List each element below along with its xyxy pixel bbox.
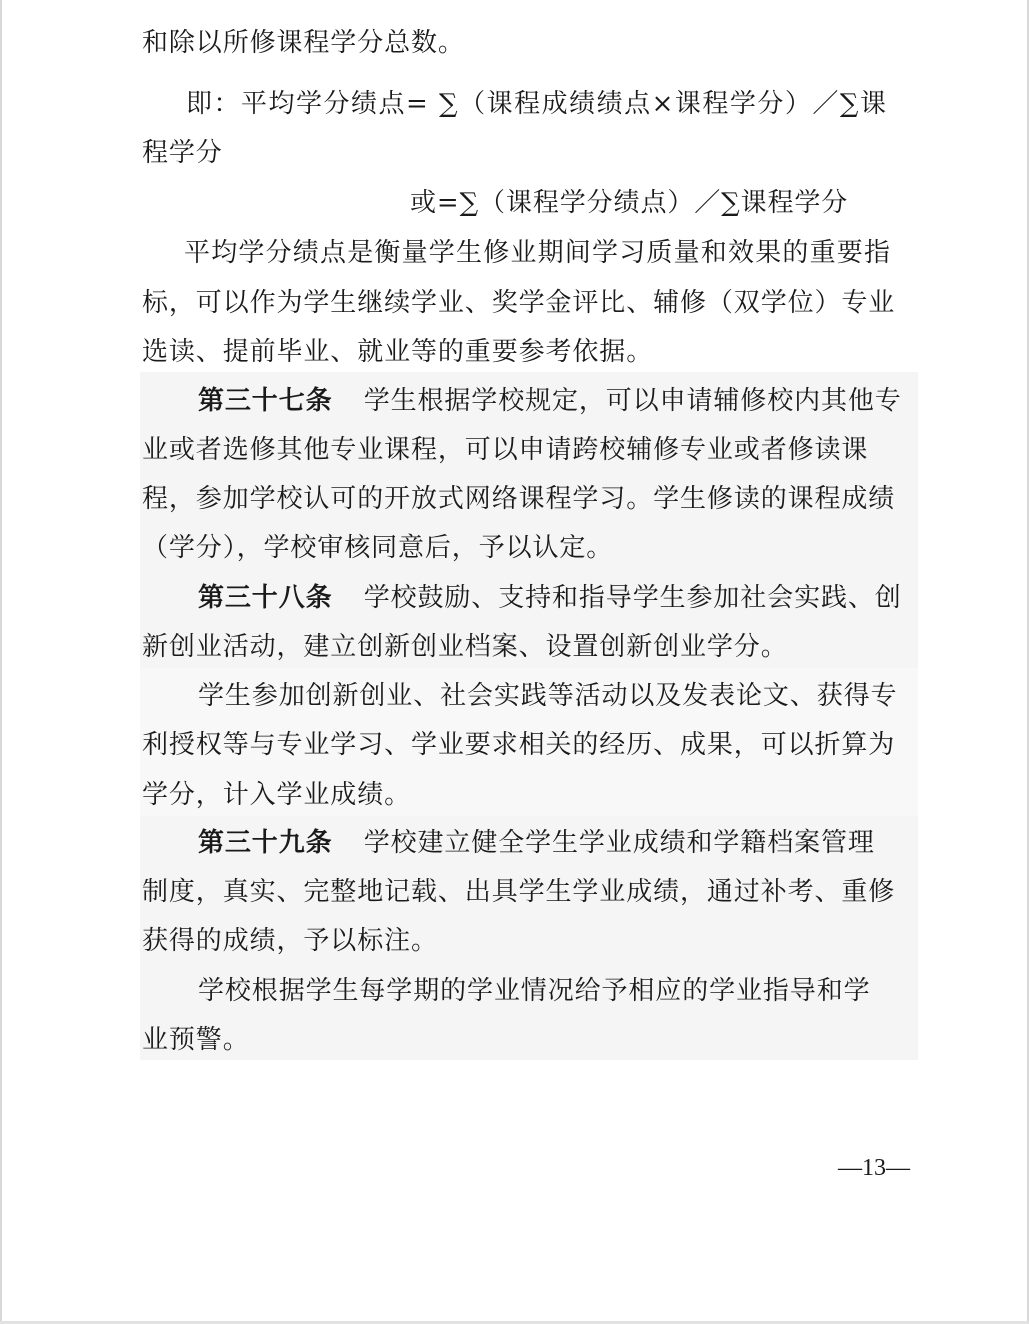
formula-line: 或=∑（课程学分绩点）／∑课程学分 [410, 188, 849, 218]
paragraph-line: 业或者选修其他专业课程，可以申请跨校辅修专业或者修读课 [142, 435, 869, 465]
page-number: —13— [838, 1155, 910, 1181]
article-37-text: 学生根据学校规定，可以申请辅修校内其他专 [363, 386, 902, 416]
paragraph-line: 制度，真实、完整地记载、出具学生学业成绩，通过补考、重修 [142, 877, 896, 907]
paragraph-line: 选读、提前毕业、就业等的重要参考依据。 [142, 337, 654, 367]
article-39-first-line [198, 827, 875, 859]
article-37-first-line [198, 385, 902, 417]
formula-line: 程学分 [142, 138, 223, 168]
paragraph-line: 学分，计入学业成绩。 [142, 780, 412, 810]
paragraph-line: 获得的成绩，予以标注。 [142, 926, 438, 956]
article-38-first-line [198, 582, 902, 614]
article-37-heading: 第三十七条 [198, 386, 333, 416]
paragraph-line: 学校根据学生每学期的学业情况给予相应的学业指导和学 [198, 976, 871, 1006]
paragraph-line: 平均学分绩点是衡量学生修业期间学习质量和效果的重要指 [184, 238, 892, 268]
paragraph-line: （学分），学校审核同意后，予以认定。 [142, 533, 614, 563]
paragraph-line: 学生参加创新创业、社会实践等活动以及发表论文、获得专 [198, 681, 898, 711]
paragraph-line: 程，参加学校认可的开放式网络课程学习。学生修读的课程成绩 [142, 484, 896, 514]
paragraph-line: 标，可以作为学生继续学业、奖学金评比、辅修（双学位）专业 [142, 288, 896, 318]
formula-line: 即：平均学分绩点= ∑（课程成绩绩点×课程学分）／∑课 [186, 89, 888, 119]
page-edge-left [0, 0, 2, 1324]
article-38-text: 学校鼓励、支持和指导学生参加社会实践、创 [363, 583, 902, 613]
paragraph-line: 和除以所修课程学分总数。 [142, 28, 465, 58]
article-38-heading: 第三十八条 [198, 583, 333, 613]
article-39-heading: 第三十九条 [198, 828, 333, 858]
paragraph-line: 新创业活动，建立创新创业档案、设置创新创业学分。 [142, 632, 788, 662]
paragraph-line: 业预警。 [142, 1025, 250, 1055]
paragraph-line: 利授权等与专业学习、学业要求相关的经历、成果，可以折算为 [142, 730, 896, 760]
article-39-text: 学校建立健全学生学业成绩和学籍档案管理 [363, 828, 875, 858]
